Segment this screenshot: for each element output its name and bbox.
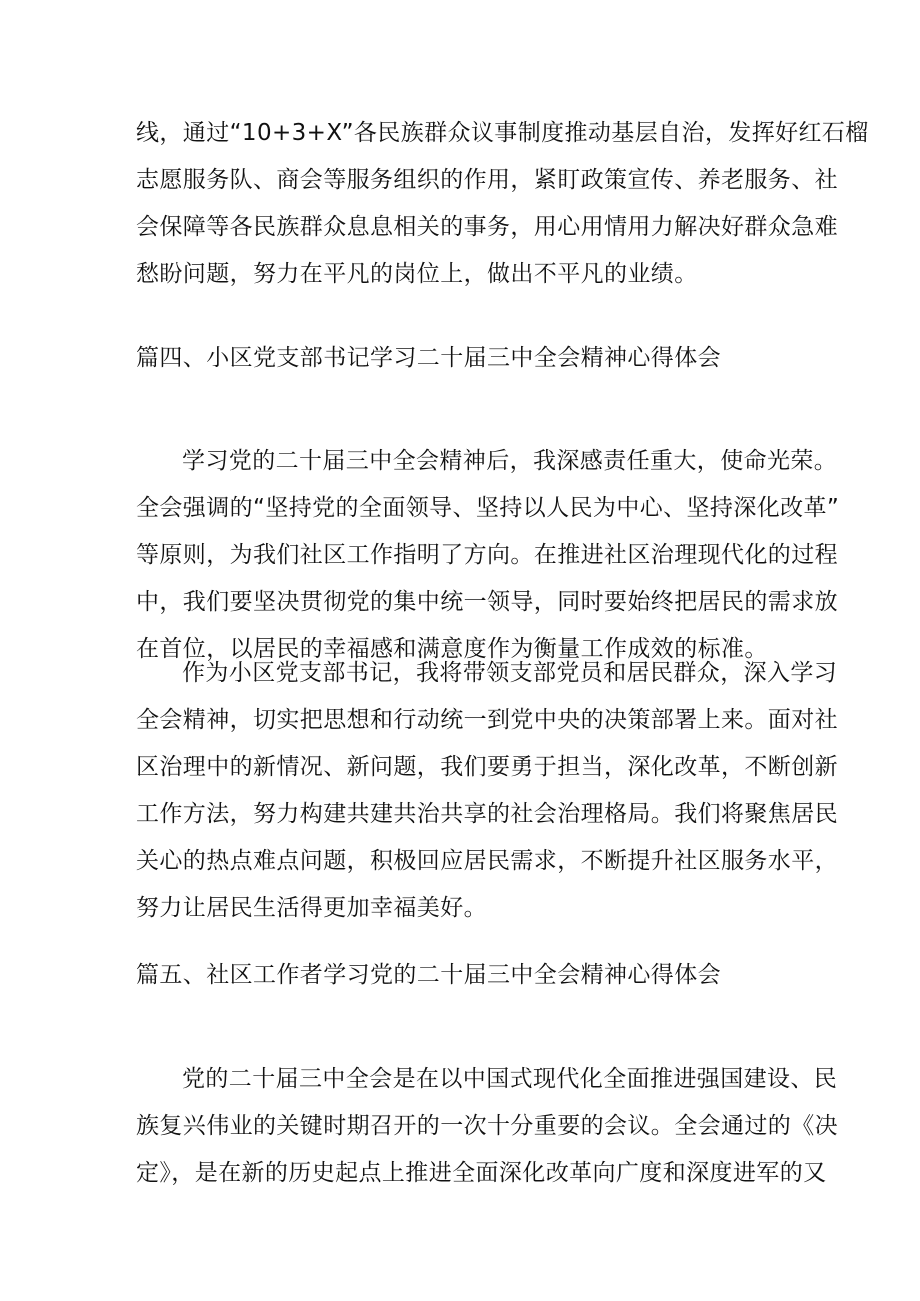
text-line: 志愿服务队、商会等服务组织的作用，紧盯政策宣传、养老服务、社: [136, 167, 838, 193]
text-line: 作为小区党支部书记，我将带领支部党员和居民群众，深入学习: [182, 660, 838, 686]
text-line: 工作方法，努力构建共建共治共享的社会治理格局。我们将聚焦居民: [136, 801, 838, 827]
text-line: 党的二十届三中全会是在以中国式现代化全面推进强国建设、民: [182, 1066, 838, 1092]
section-5-paragraph-1: [136, 1056, 838, 1197]
text-line: 学习党的二十届三中全会精神后，我深感责任重大，使命光荣。: [182, 448, 838, 474]
text-line: 全会强调的“坚持党的全面领导、坚持以人民为中心、坚持深化改革”: [136, 495, 840, 521]
text-line: 在首位，以居民的幸福感和满意度作为衡量工作成效的标准。: [136, 636, 768, 662]
intro-paragraph: [136, 110, 869, 298]
section-5-title: 篇五、社区工作者学习党的二十届三中全会精神心得体会: [136, 962, 721, 988]
text-line: 区治理中的新情况、新问题，我们要勇于担当，深化改革，不断创新: [136, 754, 838, 780]
section-4-title: 篇四、小区党支部书记学习二十届三中全会精神心得体会: [136, 345, 721, 371]
text-line: 愁盼问题，努力在平凡的岗位上，做出不平凡的业绩。: [136, 261, 698, 287]
section-4-paragraph-2: [136, 650, 838, 932]
text-line: 关心的热点难点问题，积极回应居民需求，不断提升社区服务水平，: [136, 848, 838, 874]
text-line: 会保障等各民族群众息息相关的事务，用心用情用力解决好群众急难: [136, 214, 838, 240]
text-line: 线，通过“10+3+X”各民族群众议事制度推动基层自治，发挥好红石榴: [136, 120, 869, 146]
text-line: 定》，是在新的历史起点上推进全面深化改革向广度和深度进军的又: [136, 1160, 827, 1186]
text-line: 中，我们要坚决贯彻党的集中统一领导，同时要始终把居民的需求放: [136, 589, 838, 615]
text-line: 等原则，为我们社区工作指明了方向。在推进社区治理现代化的过程: [136, 542, 838, 568]
text-line: 努力让居民生活得更加幸福美好。: [136, 895, 487, 921]
text-line: 族复兴伟业的关键时期召开的一次十分重要的会议。全会通过的《决: [136, 1113, 838, 1139]
text-line: 全会精神，切实把思想和行动统一到党中央的决策部署上来。面对社: [136, 707, 838, 733]
